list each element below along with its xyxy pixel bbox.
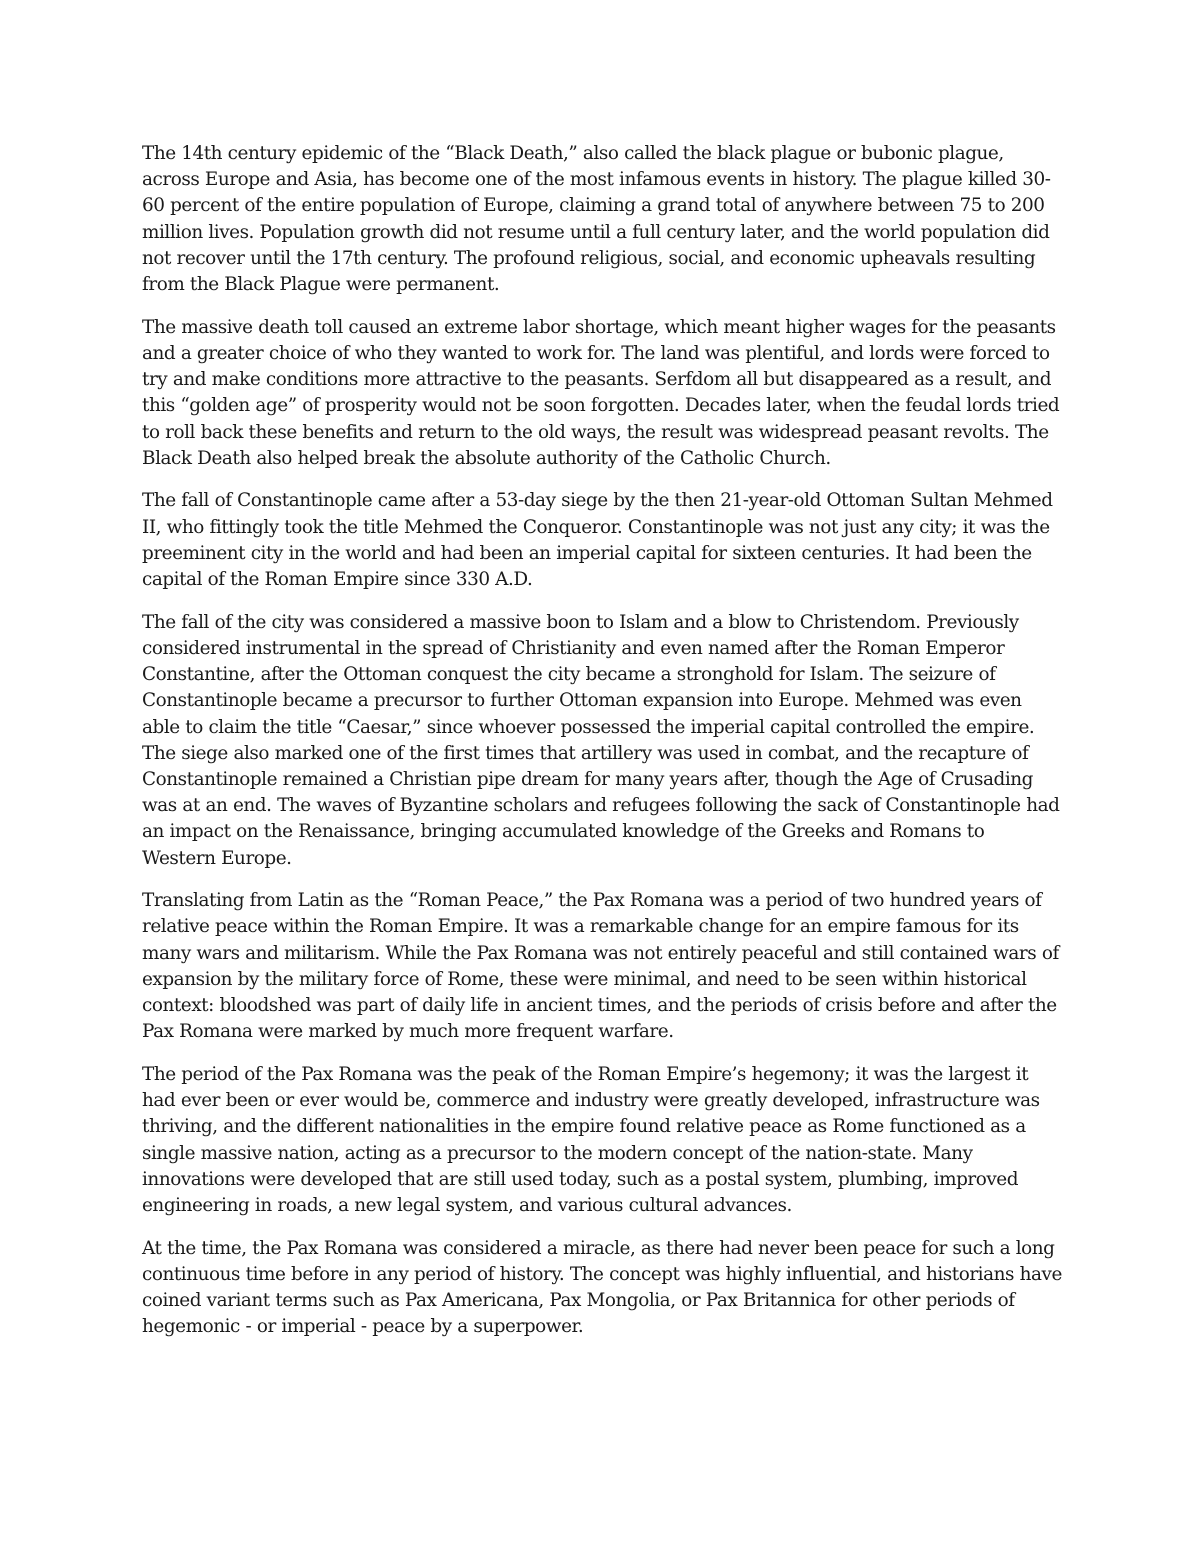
paragraph-pax-romana-legacy: At the time, the Pax Romana was considered a miracle, as there had never been peace for such a long continuous time before in any period of history. The concept was highly influential, and historians have coined variant terms such as Pax Americana, Pax Mongolia, or Pax Britannica for other periods of hegemonic - or imperial - peace by a superpower. — [142, 1237, 1062, 1338]
paragraph-black-death: The 14th century epidemic of the “Black Death,” also called the black plague or bubonic plague, across Europe and Asia, has become one of the most infamous events in history. The plague killed 30-60 percent of the entire population of Europe, claiming a grand total of anywhere between 75 to 200 million lives. Population growth did not resume until a full century later, and the world population did not recover until the 17th century. The profound religious, social, and economic upheavals resulting from the Black Plague were permanent. — [142, 143, 1051, 296]
paragraph-pax-romana-peak: The period of the Pax Romana was the peak of the Roman Empire’s hegemony; it was the largest it had ever been or ever would be, commerce and industry were greatly developed, infrastructure was thriving, and the different nationalities in the empire found relative peace as Rome functioned as a single massive nation, acting as a precursor to the modern concept of the nation-state. Many innovations were developed that are still used today, such as a postal system, plumbing, improved engineering in roads, a new legal system, and various cultural advances. — [142, 1064, 1040, 1217]
paragraph-constantinople-consequences: The fall of the city was considered a massive boon to Islam and a blow to Christendom. Previously considered instrumental in the spread of Christianity and even named after the Roman Emperor Constantine, after the Ottoman conquest the city became a stronghold for Islam. The seizure of Constantinople became a precursor to further Ottoman expansion into Europe. Mehmed was even able to claim the title “Caesar,” since whoever possessed the imperial capital controlled the empire. The siege also marked one of the first times that artillery was used in combat, and the recapture of Constantinople remained a Christian pipe dream for many years after, though the Age of Crusading was at an end. The waves of Byzantine scholars and refugees following the sack of Constantinople had an impact on the Renaissance, bringing accumulated knowledge of the Greeks and Romans to Western Europe. — [142, 611, 1060, 869]
paragraph-labor-shortage: The massive death toll caused an extreme labor shortage, which meant higher wages for the peasants and a greater choice of who they wanted to work for. The land was plentiful, and lords were forced to try and make conditions more attractive to the peasants. Serfdom all but disappeared as a result, and this “golden age” of prosperity would not be soon forgotten. Decades later, when the feudal lords tried to roll back these benefits and return to the old ways, the result was widespread peasant revolts. The Black Death also helped break the absolute authority of the Catholic Church. — [142, 316, 1060, 469]
document-body — [142, 141, 1062, 1357]
paragraph-fall-of-constantinople: The fall of Constantinople came after a 53-day siege by the then 21-year-old Ottoman Sultan Mehmed II, who fittingly took the title Mehmed the Conqueror. Constantinople was not just any city; it was the preeminent city in the world and had been an imperial capital for sixteen centuries. It had been the capital of the Roman Empire since 330 A.D. — [142, 490, 1053, 591]
paragraph-pax-romana: Translating from Latin as the “Roman Peace,” the Pax Romana was a period of two hundred years of relative peace within the Roman Empire. It was a remarkable change for an empire famous for its many wars and militarism. While the Pax Romana was not entirely peaceful and still contained wars of expansion by the military force of Rome, these were minimal, and need to be seen within historical context: bloodshed was part of daily life in ancient times, and the periods of crisis before and after the Pax Romana were marked by much more frequent warfare. — [142, 890, 1059, 1043]
